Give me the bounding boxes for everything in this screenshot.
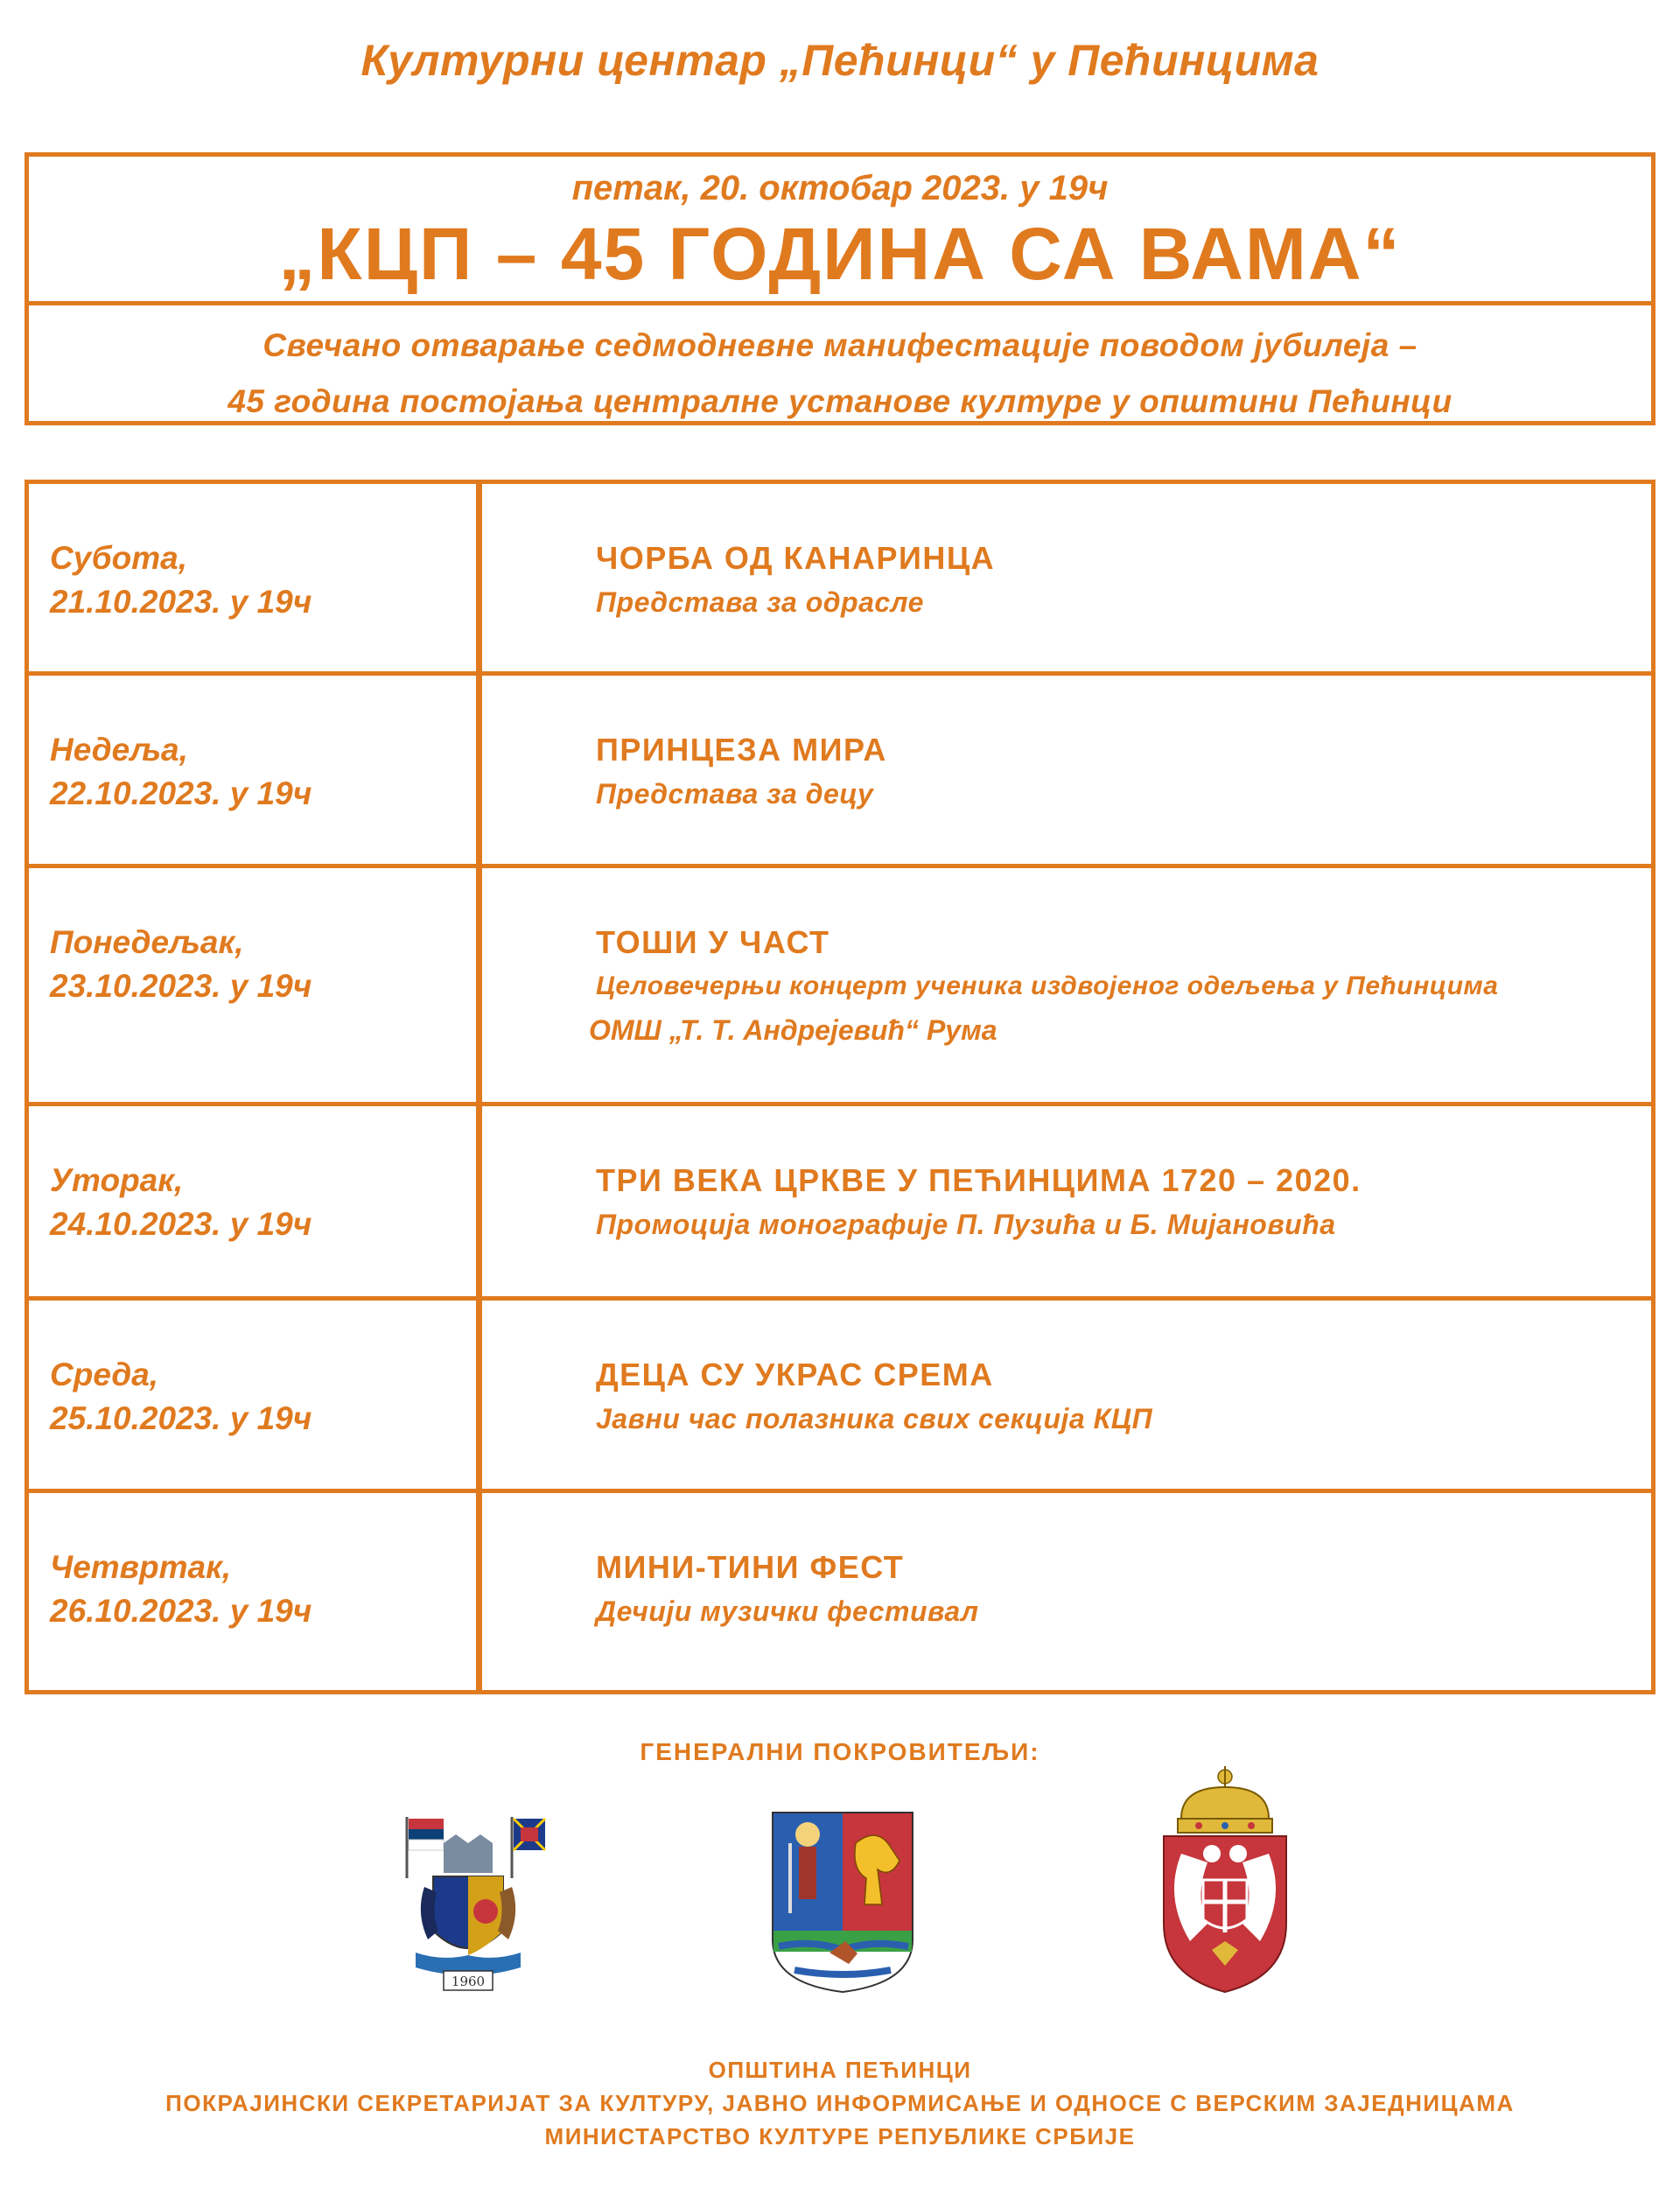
patrons-label: ГЕНЕРАЛНИ ПОКРОВИТЕЉИ:: [640, 1738, 1040, 1765]
vojvodina-coat-of-arms-icon: [768, 1808, 917, 1996]
table-row: [29, 868, 1651, 1106]
event-title: ПРИНЦЕЗА МИРА: [596, 732, 887, 768]
opening-event-box: [24, 152, 1656, 425]
table-row: [29, 1106, 1651, 1301]
schedule-datetime: 23.10.2023. у 19ч: [50, 968, 312, 1004]
schedule-date-cell: [29, 1301, 482, 1489]
event-subtitle: Јавни час полазника свих секција КЦП: [596, 1403, 1153, 1434]
serbia-coat-of-arms-icon: [1146, 1766, 1304, 1998]
schedule-day: Среда,: [50, 1357, 159, 1392]
table-row: [29, 484, 1651, 676]
schedule-day: Субота,: [50, 540, 188, 576]
coat-of-arms-year: 1960: [451, 1974, 486, 1989]
schedule-date-cell: [29, 1493, 482, 1690]
schedule-datetime: 22.10.2023. у 19ч: [50, 775, 312, 811]
schedule-datetime: 26.10.2023. у 19ч: [50, 1593, 312, 1629]
event-title: МИНИ-ТИНИ ФЕСТ: [596, 1549, 905, 1585]
opening-desc-line-1: Свечано отварање седмодневне манифестације поводом јубилеја –: [262, 327, 1418, 363]
schedule-table: [24, 480, 1656, 1694]
schedule-day: Уторак,: [50, 1162, 184, 1198]
table-row: [29, 676, 1651, 868]
event-title: ЧОРБА ОД КАНАРИНЦА: [596, 540, 996, 576]
opening-event-title: „КЦП – 45 ГОДИНА СА ВАМА“: [278, 213, 1402, 295]
event-subtitle: Промоција монографије П. Пузића и Б. Мијановића: [596, 1209, 1336, 1240]
event-title: ТОШИ У ЧАСТ: [596, 924, 830, 960]
opening-event-description: [29, 305, 1651, 430]
schedule-event-cell: [482, 676, 1651, 864]
pecinci-coat-of-arms-icon: [389, 1808, 547, 2001]
schedule-datetime: 21.10.2023. у 19ч: [50, 584, 312, 620]
event-subtitle: Целовечерњи концерт ученика издвојеног одељења у Пећинцима: [596, 971, 1499, 1000]
event-subtitle: Представа за децу: [596, 778, 874, 810]
footer: [0, 2053, 1680, 2153]
schedule-event-cell: [482, 1301, 1651, 1489]
opening-desc-line-2: 45 година постојања централне установе културе у општини Пећинци: [228, 383, 1452, 419]
schedule-date-cell: [29, 868, 482, 1102]
schedule-datetime: 25.10.2023. у 19ч: [50, 1400, 312, 1436]
schedule-event-cell: [482, 868, 1651, 1102]
footer-line-1: ОПШТИНА ПЕЋИНЦИ: [708, 2057, 972, 2083]
schedule-datetime: 24.10.2023. у 19ч: [50, 1206, 312, 1242]
table-row: [29, 1301, 1651, 1493]
footer-line-3: МИНИСТАРСТВО КУЛТУРЕ РЕПУБЛИКЕ СРБИЈЕ: [544, 2123, 1136, 2149]
schedule-event-cell: [482, 1106, 1651, 1296]
table-row: [29, 1493, 1651, 1690]
opening-event-date: петак, 20. октобар 2023. у 19ч: [571, 169, 1109, 207]
event-title: ДЕЦА СУ УКРАС СРЕМА: [596, 1357, 994, 1392]
schedule-day: Понедељак,: [50, 924, 244, 960]
event-subtitle: Дечији музички фестивал: [596, 1595, 979, 1627]
schedule-date-cell: [29, 676, 482, 864]
opening-event-header: [29, 157, 1651, 305]
schedule-date-cell: [29, 1106, 482, 1296]
schedule-day: Недеља,: [50, 732, 188, 768]
schedule-event-cell: [482, 1493, 1651, 1690]
event-title: ТРИ ВЕКА ЦРКВЕ У ПЕЋИНЦИМА 1720 – 2020.: [596, 1162, 1362, 1198]
org-title: Културни центар „Пећинци“ у Пећинцима: [360, 36, 1320, 85]
schedule-event-cell: [482, 484, 1651, 671]
schedule-day: Четвртак,: [50, 1549, 232, 1585]
schedule-date-cell: [29, 484, 482, 671]
event-subtitle: Представа за одрасле: [596, 586, 924, 618]
footer-line-2: ПОКРАЈИНСКИ СЕКРЕТАРИЈАТ ЗА КУЛТУРУ, ЈАВНО ИНФОРМИСАЊЕ И ОДНОСЕ С ВЕРСКИМ ЗАЈЕДНИЦАМА: [165, 2090, 1515, 2116]
event-subtitle-2: ОМШ „Т. Т. Андрејевић“ Рума: [589, 1014, 998, 1046]
